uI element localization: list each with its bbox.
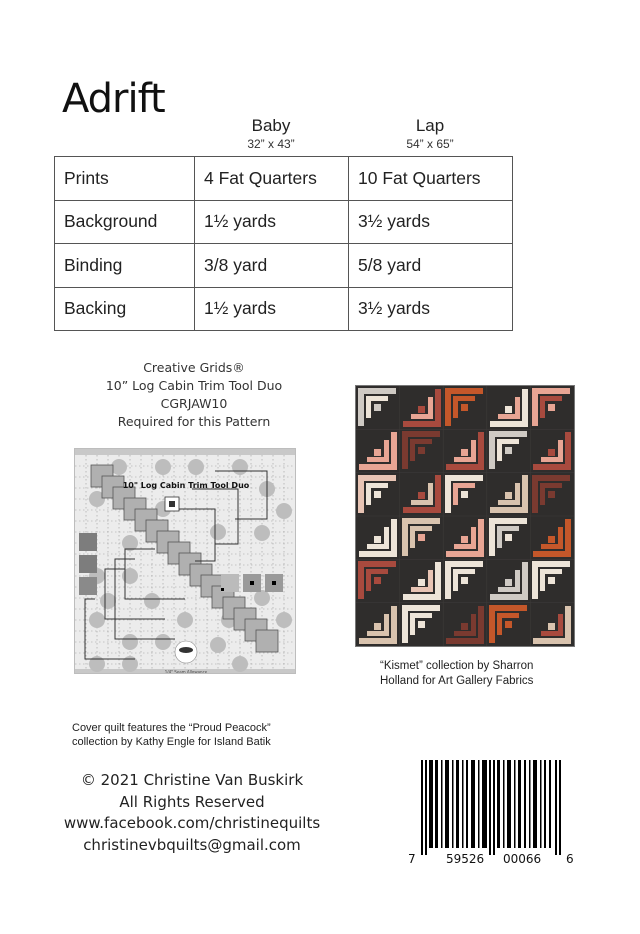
tool-brand: Creative Grids® [143, 360, 245, 375]
quilt-caption-line: “Kismet” collection by Sharron [380, 660, 534, 672]
barcode-digits-left: 59526 [446, 852, 485, 866]
quilt-photo [355, 385, 575, 647]
ruler-image [74, 448, 296, 674]
copyright-text: © 2021 Christine Van Buskirk [80, 771, 304, 789]
size-header-baby [194, 116, 348, 151]
baby-cell: 1½ yards [195, 200, 349, 244]
size-header-lap [348, 116, 512, 151]
footer-contact [52, 770, 332, 856]
lap-cell: 3½ yards [349, 287, 513, 331]
cover-note-line: Cover quilt features the “Proud Peacock” [72, 722, 271, 734]
table-row [55, 200, 513, 244]
table-row [55, 244, 513, 288]
quilt-caption-line: Holland for Art Gallery Fabrics [380, 675, 534, 687]
lap-cell: 3½ yards [349, 200, 513, 244]
website-link[interactable]: www.facebook.com/christinequilts [63, 814, 321, 832]
ruler-title: 10" Log Cabin Trim Tool Duo [122, 481, 250, 490]
email-link[interactable]: christinevbquilts@gmail.com [83, 835, 301, 854]
tool-caption [84, 359, 304, 431]
baby-cell: 4 Fat Quarters [195, 157, 349, 201]
table-row [55, 157, 513, 201]
rights-text: All Rights Reserved [119, 792, 265, 811]
tool-sku: CGRJAW10 [160, 396, 228, 411]
table-row [55, 287, 513, 331]
item-cell: Backing [55, 287, 195, 331]
size-name: Lap [415, 116, 445, 135]
pattern-title: Adrift [62, 76, 165, 122]
size-name: Baby [251, 116, 291, 135]
cover-note-line: collection by Kathy Engle for Island Batik [72, 736, 271, 748]
lap-cell: 10 Fat Quarters [349, 157, 513, 201]
tool-name: 10” Log Cabin Trim Tool Duo [105, 378, 283, 393]
item-cell: Prints [55, 157, 195, 201]
quilt-caption [380, 659, 533, 689]
size-dimensions: 54” x 65” [406, 137, 454, 151]
item-cell: Background [55, 200, 195, 244]
cover-quilt-note [72, 721, 271, 749]
item-cell: Binding [55, 244, 195, 288]
fabric-requirements-table [54, 156, 513, 331]
baby-cell: 1½ yards [195, 287, 349, 331]
baby-cell: 3/8 yard [195, 244, 349, 288]
lap-cell: 5/8 yard [349, 244, 513, 288]
tool-requirement: Required for this Pattern [117, 414, 271, 429]
barcode-digit-first: 7 [408, 852, 416, 866]
barcode-digit-check: 6 [566, 852, 574, 866]
ruler-bottom-label: 1/4" Seam Allowance [164, 669, 208, 674]
barcode-digits-right: 00066 [503, 852, 542, 866]
size-dimensions: 32” x 43” [247, 137, 295, 151]
